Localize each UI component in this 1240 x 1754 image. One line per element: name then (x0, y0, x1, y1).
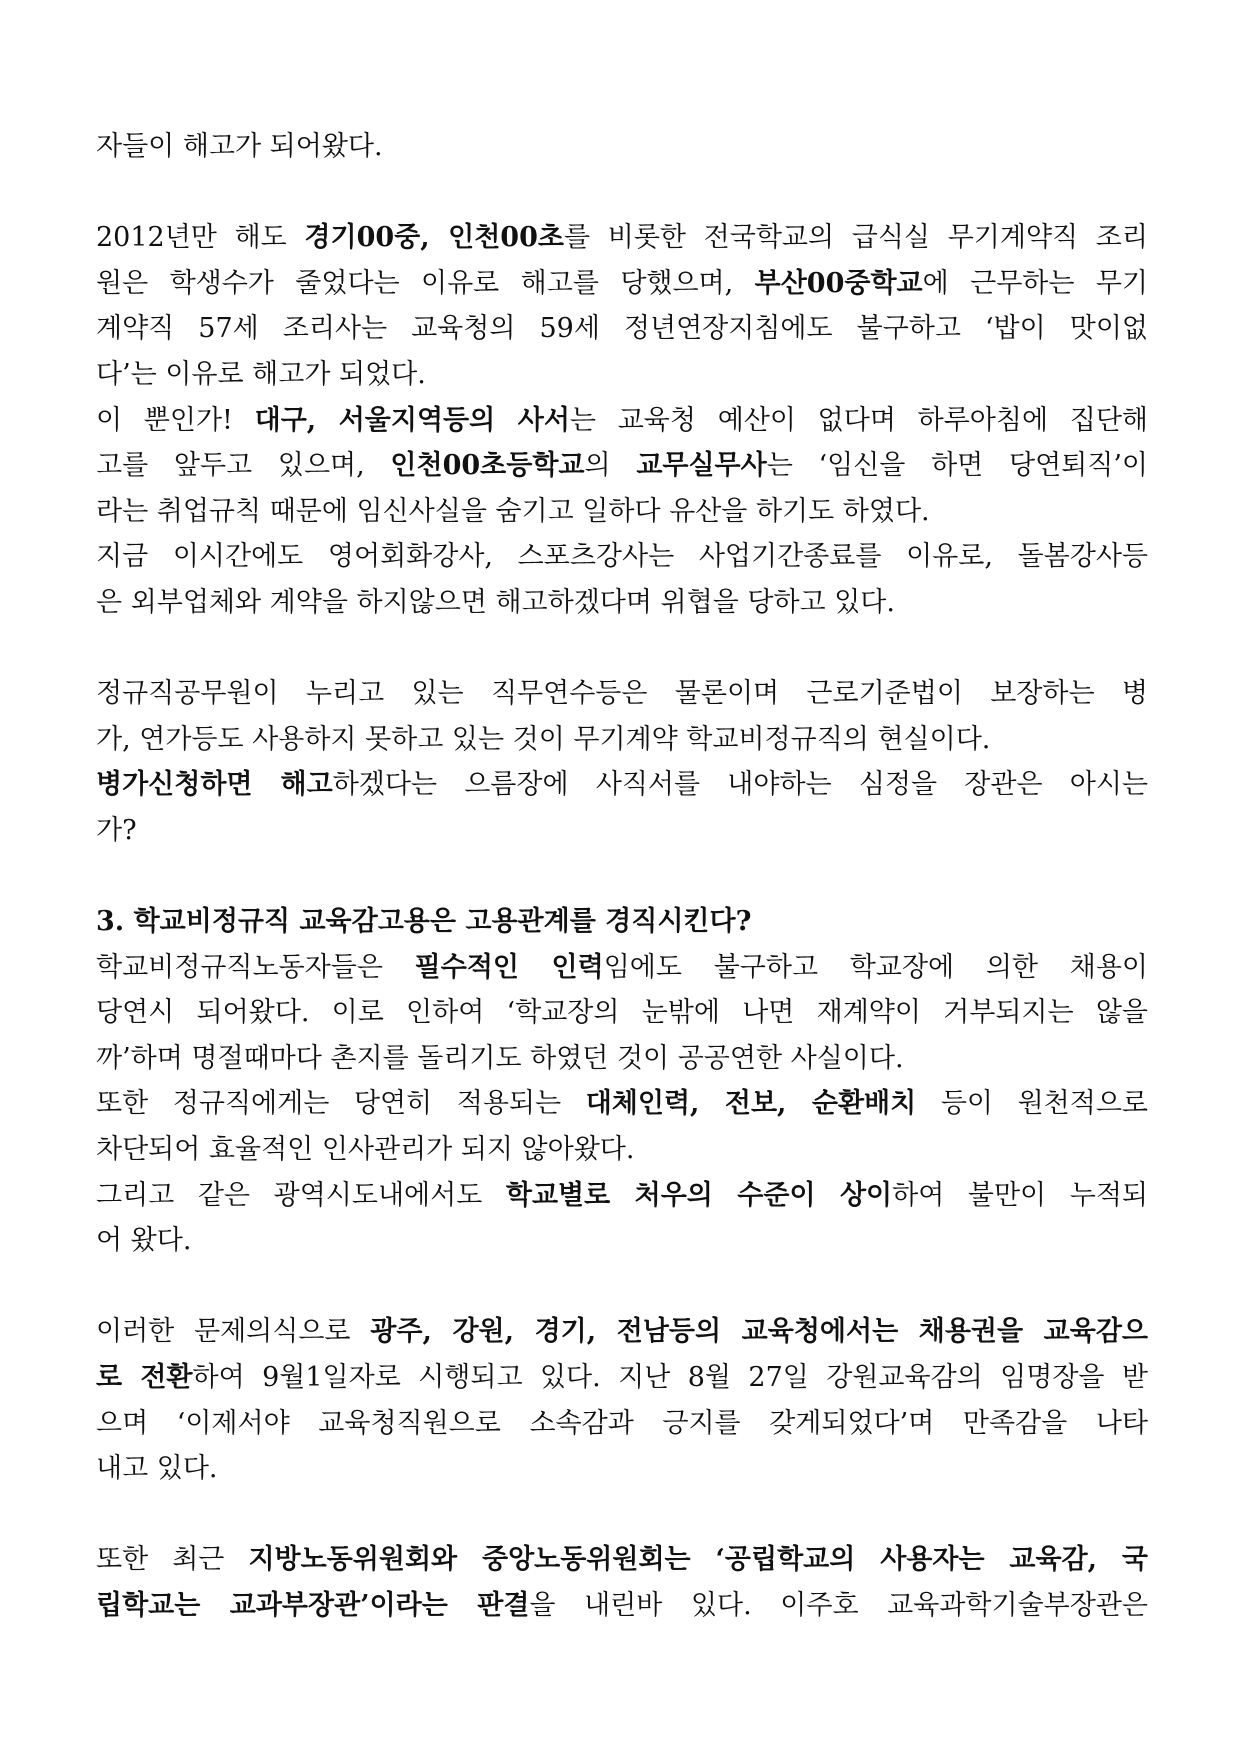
bold-text: 병가신청하면 해고 (96, 769, 333, 801)
text-line (96, 1583, 1148, 1629)
text: 학교비정규직노동자들은 (96, 951, 415, 983)
text-line (96, 762, 1148, 808)
bold-text: 립학교는 교과부장관’이라는 판결 (96, 1590, 530, 1621)
text: 계약직 57세 조리사는 교육청의 59세 정년연장지침에도 불구하고 ‘밥이 맛이없 (96, 313, 1148, 345)
text: 는 ‘임신을 하면 당연퇴직’이 (766, 450, 1148, 482)
text-line (96, 808, 1148, 854)
text: 이러한 문제의식으로 (96, 1316, 371, 1348)
text-line (96, 1081, 1148, 1127)
paragraph-gap (96, 1264, 1148, 1310)
text-line (96, 534, 1148, 580)
text: 2012년만 해도 (96, 222, 305, 254)
text-line (96, 1036, 1148, 1082)
paragraph-gap (96, 1492, 1148, 1538)
heading-text: 3. 학교비정규직 교육감고용은 고용관계를 경직시킨다? (96, 906, 752, 938)
text: 자들이 해고가 되어왔다. (96, 131, 383, 162)
paragraph-gap (96, 626, 1148, 672)
text-line (96, 489, 1148, 535)
text-line (96, 1218, 1148, 1264)
bold-text: 경기00중, 인천00초 (304, 222, 564, 254)
bold-text: 대체인력, 전보, 순환배치 (585, 1088, 917, 1120)
text-line (96, 261, 1148, 307)
text: 하겠다는 으름장에 사직서를 내야하는 심정을 장관은 아시는 (332, 769, 1148, 801)
text: 라는 취업규칙 때문에 임신사실을 숨기고 일하다 유산을 하기도 하였다. (96, 495, 930, 527)
text: 정규직공무원이 누리고 있는 직무연수등은 물론이며 근로기준법이 보장하는 병 (96, 678, 1148, 710)
text: 또한 최근 (96, 1544, 249, 1576)
text-line (96, 945, 1148, 991)
text: 가? (96, 814, 137, 846)
text-line (96, 990, 1148, 1036)
bold-text: 교무실무사 (636, 450, 767, 482)
text: 또한 정규직에게는 당연히 적용되는 (96, 1088, 586, 1120)
text-line (96, 124, 1148, 170)
text: 임에도 불구하고 학교장에 의한 채용이 (603, 951, 1148, 983)
bold-text: 필수적인 인력 (414, 951, 604, 983)
text-line (96, 1401, 1148, 1447)
text-line (96, 215, 1148, 261)
text-line (96, 1537, 1148, 1583)
text-line (96, 1173, 1148, 1219)
text: 원은 학생수가 줄었다는 이유로 해고를 당했으며, (96, 267, 755, 299)
text-line (96, 443, 1148, 489)
text: 가, 연가등도 사용하지 못하고 있는 것이 무기계약 학교비정규직의 현실이다. (96, 723, 991, 755)
bold-text: 광주, 강원, 경기, 전남등의 교육청에서는 채용권을 교육감으 (370, 1316, 1148, 1348)
text-line (96, 306, 1148, 352)
text: 으며 ‘이제서야 교육청직원으로 소속감과 긍지를 갖게되었다’며 만족감을 나타 (96, 1407, 1148, 1439)
bold-text: 부산00중학교 (754, 267, 923, 299)
text-line (96, 1355, 1148, 1401)
bold-text: 학교별로 처우의 수준이 상이 (505, 1179, 893, 1211)
bold-text: 지방노동위원회와 중앙노동위원회는 ‘공립학교의 사용자는 교육감, 국 (248, 1544, 1148, 1576)
text-line (96, 580, 1148, 626)
text-line (96, 1446, 1148, 1492)
bold-text: 로 전환 (96, 1362, 193, 1394)
text: 다’는 이유로 해고가 되었다. (96, 358, 426, 390)
section-heading (96, 899, 1148, 945)
text: 의 (584, 450, 637, 482)
text: 하여 불만이 누적되 (892, 1179, 1148, 1211)
text: 어 왔다. (96, 1225, 192, 1257)
text: 당연시 되어왔다. 이로 인하여 ‘학교장의 눈밖에 나면 재계약이 거부되지는 않을 (96, 997, 1148, 1029)
text: 에 근무하는 무기 (922, 267, 1149, 299)
text: 는 교육청 예산이 없다며 하루아침에 집단해 (569, 404, 1148, 436)
text-line (96, 717, 1148, 763)
text: 을 내린바 있다. 이주호 교육과학기술부장관은 (529, 1590, 1148, 1621)
text: 지금 이시간에도 영어회화강사, 스포츠강사는 사업기간종료를 이유로, 돌봄강사등 (96, 541, 1148, 573)
text: 등이 원천적으로 (916, 1088, 1149, 1120)
text: 고를 앞두고 있으며, (96, 450, 391, 482)
text-line (96, 671, 1148, 717)
text: 은 외부업체와 계약을 하지않으면 해고하겠다며 위협을 당하고 있다. (96, 586, 895, 618)
text: 차단되어 효율적인 인사관리가 되지 않아왔다. (96, 1134, 635, 1166)
bold-text: 대구, 서울지역등의 사서 (254, 404, 570, 436)
bold-text: 인천00초등학교 (390, 450, 585, 482)
text: 이 뿐인가! (96, 404, 255, 436)
text: 하여 9월1일자로 시행되고 있다. 지난 8월 27일 강원교육감의 임명장을 받 (192, 1362, 1148, 1394)
paragraph-gap (96, 854, 1148, 900)
text: 를 비롯한 전국학교의 급식실 무기계약직 조리 (563, 222, 1148, 254)
text-line (96, 1309, 1148, 1355)
document-body (96, 124, 1148, 1629)
text: 까’하며 명절때마다 촌지를 돌리기도 하였던 것이 공공연한 사실이다. (96, 1042, 904, 1074)
text-line (96, 398, 1148, 444)
text-line (96, 352, 1148, 398)
paragraph-gap (96, 170, 1148, 216)
text: 내고 있다. (96, 1453, 218, 1485)
text-line (96, 1127, 1148, 1173)
text: 그리고 같은 광역시도내에서도 (96, 1179, 506, 1211)
